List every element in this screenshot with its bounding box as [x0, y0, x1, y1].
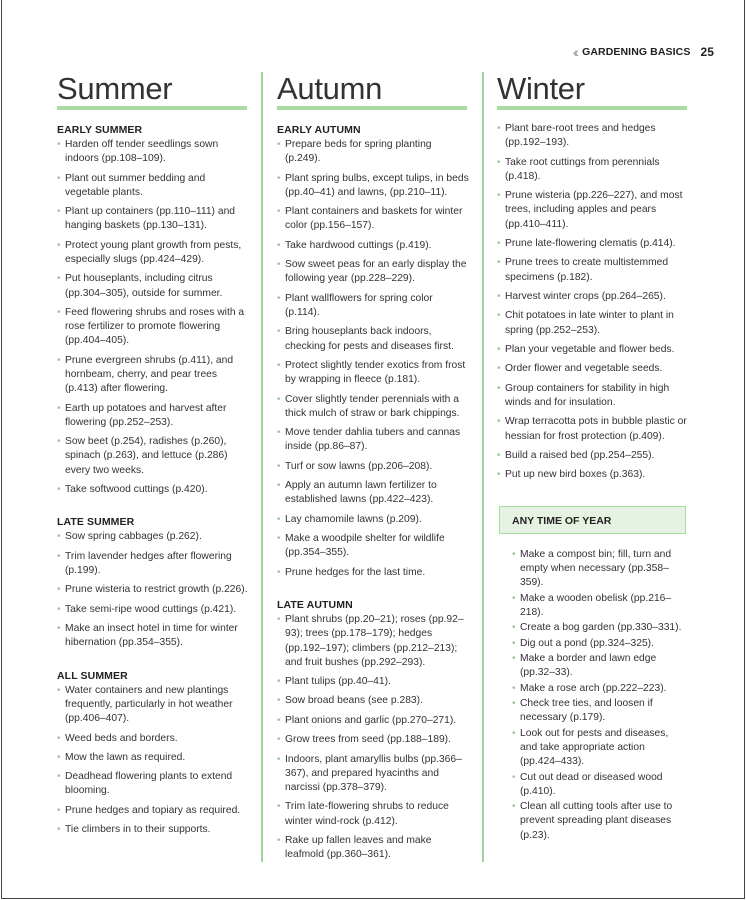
- list-item: • Harvest winter crops (pp.264–265).: [497, 290, 687, 304]
- list-item: • Make a border and lawn edge (pp.32–33).: [512, 652, 682, 680]
- summer-title: Summer: [57, 71, 173, 106]
- list-item: • Put houseplants, including citrus (pp.304–305), outside for summer.: [57, 272, 249, 300]
- list-item: • Trim late-flowering shrubs to reduce winter wind-rock (p.412).: [277, 800, 469, 828]
- list-item: • Prune wisteria (pp.226–227), and most trees, including apples and pears (pp.410–411).: [497, 189, 687, 232]
- early-summer-section: [57, 124, 249, 497]
- spacer: [57, 656, 249, 670]
- list-item: • Look out for pests and diseases, and take appropriate action (pp.424–433).: [512, 727, 682, 770]
- running-header: [573, 44, 714, 60]
- section-heading: LATE SUMMER: [57, 516, 135, 529]
- spacer: [277, 585, 469, 599]
- list-item: • Plan your vegetable and flower beds.: [497, 343, 687, 357]
- list-item: • Prepare beds for spring planting (p.249).: [277, 138, 469, 166]
- list-item: • Put up new bird boxes (p.363).: [497, 468, 687, 482]
- section-title: GARDENING BASICS: [582, 46, 691, 58]
- list-item: • Sow spring cabbages (p.262).: [57, 530, 249, 544]
- summer-title-rule: [57, 106, 247, 110]
- list-item: • Plant wallflowers for spring color (p.114).: [277, 292, 469, 320]
- list-item: • Clean all cutting tools after use to prevent spreading plant diseases (p.23).: [512, 800, 682, 843]
- list-item: • Earth up potatoes and harvest after flowering (pp.252–253).: [57, 402, 249, 430]
- late-summer-section: [57, 516, 249, 650]
- list-item: • Dig out a pond (pp.324–325).: [512, 637, 682, 651]
- list-item: • Deadhead flowering plants to extend blooming.: [57, 770, 249, 798]
- autumn-column: [277, 72, 469, 868]
- list-item: • Sow broad beans (see p.283).: [277, 694, 469, 708]
- list-item: • Sow beet (p.254), radishes (p.260), spinach (p.263), and lettuce (p.286) every two weeks.: [57, 435, 249, 478]
- list-item: • Plant onions and garlic (pp.270–271).: [277, 714, 469, 728]
- autumn-title-rule: [277, 106, 467, 110]
- list-item: • Grow trees from seed (pp.188–189).: [277, 733, 469, 747]
- list-item: • Make a woodpile shelter for wildlife (pp.354–355).: [277, 532, 469, 560]
- column-divider-2: [482, 72, 484, 862]
- list-item: • Harden off tender seedlings sown indoors (pp.108–109).: [57, 138, 249, 166]
- list-item: • Turf or sow lawns (pp.206–208).: [277, 460, 469, 474]
- summer-column: [57, 72, 249, 843]
- list-item: • Prune evergreen shrubs (p.411), and hornbeam, cherry, and pear trees (p.413) after flowering.: [57, 354, 249, 397]
- task-list: [57, 530, 249, 650]
- list-item: • Prune hedges and topiary as required.: [57, 804, 249, 818]
- list-item: • Build a raised bed (pp.254–255).: [497, 449, 687, 463]
- page-number: 25: [700, 45, 714, 59]
- spacer: [57, 502, 249, 516]
- late-autumn-section: [277, 599, 469, 862]
- autumn-title: Autumn: [277, 71, 383, 106]
- list-item: • Order flower and vegetable seeds.: [497, 362, 687, 376]
- list-item: • Make a compost bin; fill, turn and empty when necessary (pp.358–359).: [512, 548, 682, 591]
- list-item: • Plant shrubs (pp.20–21); roses (pp.92–93); trees (pp.178–179); hedges (pp.192–197); climbers (pp.212–213); and fruit bushes (pp.292–293).: [277, 613, 469, 670]
- list-item: • Protect young plant growth from pests, especially slugs (pp.424–429).: [57, 239, 249, 267]
- list-item: • Plant out summer bedding and vegetable plants.: [57, 172, 249, 200]
- list-item: • Create a bog garden (pp.330–331).: [512, 621, 682, 635]
- list-item: • Apply an autumn lawn fertilizer to established lawns (pp.422–423).: [277, 479, 469, 507]
- task-list: [497, 122, 687, 483]
- list-item: • Lay chamomile lawns (p.209).: [277, 513, 469, 527]
- list-item: • Prune hedges for the last time.: [277, 566, 469, 580]
- list-item: • Plant spring bulbs, except tulips, in beds (pp.40–41) and lawns, (pp.210–11).: [277, 172, 469, 200]
- section-heading: EARLY AUTUMN: [277, 124, 361, 136]
- task-list: [277, 613, 469, 862]
- section-heading: ALL SUMMER: [57, 669, 128, 682]
- any-time-task-list: [512, 548, 682, 844]
- list-item: • Take softwood cuttings (p.420).: [57, 483, 249, 497]
- any-time-of-year-box: [499, 506, 686, 534]
- list-item: • Protect slightly tender exotics from frost by wrapping in fleece (p.181).: [277, 359, 469, 387]
- section-heading: EARLY SUMMER: [57, 124, 143, 136]
- task-list: [277, 138, 469, 580]
- list-item: • Chit potatoes in late winter to plant in spring (pp.252–253).: [497, 309, 687, 337]
- list-item: • Take hardwood cuttings (p.419).: [277, 239, 469, 253]
- list-item: • Cut out dead or diseased wood (p.410).: [512, 771, 682, 799]
- column-divider-1: [261, 72, 263, 862]
- list-item: • Plant containers and baskets for winter color (pp.156–157).: [277, 205, 469, 233]
- list-item: • Trim lavender hedges after flowering (p.199).: [57, 550, 249, 578]
- task-list: [57, 684, 249, 838]
- list-item: • Sow sweet peas for an early display the following year (pp.228–229).: [277, 258, 469, 286]
- list-item: • Mow the lawn as required.: [57, 751, 249, 765]
- all-summer-section: [57, 670, 249, 838]
- list-item: • Tie climbers in to their supports.: [57, 823, 249, 837]
- list-item: • Bring houseplants back indoors, checking for pests and diseases first.: [277, 325, 469, 353]
- list-item: • Move tender dahlia tubers and cannas inside (pp.86–87).: [277, 426, 469, 454]
- list-item: • Plant up containers (pp.110–111) and hanging baskets (pp.130–131).: [57, 205, 249, 233]
- winter-title: Winter: [497, 71, 585, 106]
- list-item: • Make a wooden obelisk (pp.216–218).: [512, 592, 682, 620]
- list-item: • Take semi-ripe wood cuttings (p.421).: [57, 603, 249, 617]
- list-item: • Rake up fallen leaves and make leafmold (pp.360–361).: [277, 834, 469, 862]
- list-item: • Group containers for stability in high winds and for insulation.: [497, 382, 687, 410]
- list-item: • Prune trees to create multistemmed specimens (p.182).: [497, 256, 687, 284]
- section-heading: LATE AUTUMN: [277, 599, 353, 612]
- list-item: • Make a rose arch (pp.222–223).: [512, 682, 682, 696]
- list-item: • Water containers and new plantings frequently, particularly in hot weather (pp.406–407).: [57, 684, 249, 727]
- list-item: • Indoors, plant amaryllis bulbs (pp.366–367), and prepared hyacinths and narcissi (pp.378–379).: [277, 753, 469, 796]
- winter-title-rule: [497, 106, 687, 110]
- list-item: • Cover slightly tender perennials with a thick mulch of straw or bark chippings.: [277, 393, 469, 421]
- box-heading: ANY TIME OF YEAR: [512, 515, 612, 527]
- list-item: • Prune late-flowering clematis (p.414).: [497, 237, 687, 251]
- task-list: [57, 138, 249, 497]
- list-item: • Plant bare-root trees and hedges (pp.192–193).: [497, 122, 687, 150]
- list-item: • Plant tulips (pp.40–41).: [277, 675, 469, 689]
- list-item: • Feed flowering shrubs and roses with a rose fertilizer to promote flowering (pp.404–405).: [57, 306, 249, 349]
- list-item: • Check tree ties, and loosen if necessary (p.179).: [512, 697, 682, 725]
- winter-column: [497, 72, 687, 488]
- list-item: • Make an insect hotel in time for winter hibernation (pp.354–355).: [57, 622, 249, 650]
- early-autumn-section: [277, 124, 469, 580]
- double-chevron-left-icon: ‹‹: [572, 44, 577, 60]
- list-item: • Weed beds and borders.: [57, 732, 249, 746]
- list-item: • Prune wisteria to restrict growth (p.226).: [57, 583, 249, 597]
- list-item: • Take root cuttings from perennials (p.418).: [497, 156, 687, 184]
- list-item: • Wrap terracotta pots in bubble plastic or hessian for frost protection (p.409).: [497, 415, 687, 443]
